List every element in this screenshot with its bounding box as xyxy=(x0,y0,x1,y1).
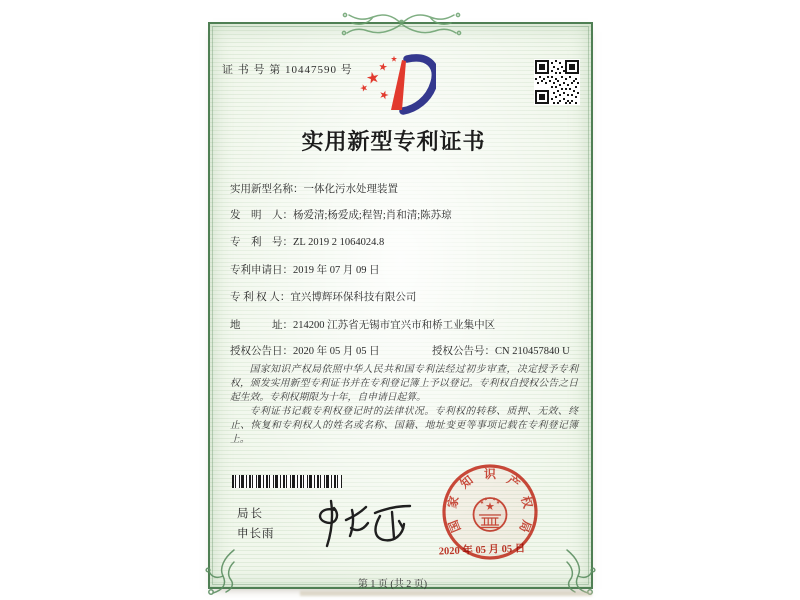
field-label: 专 利 权 人： xyxy=(230,292,291,303)
field-label: 地 址： xyxy=(230,320,293,331)
seal-char: 国 xyxy=(446,518,464,535)
cnipa-patent-logo-icon xyxy=(358,54,436,116)
seal-char: 局 xyxy=(516,518,534,535)
field-row-filing-date xyxy=(230,262,577,277)
grant-date-value: 2020 年 05 月 05 日 xyxy=(293,346,380,357)
field-value: 214200 江苏省无锡市宜兴市和桥工业集中区 xyxy=(293,320,496,331)
seal-char: 知 xyxy=(457,472,476,492)
field-label: 专 利 号： xyxy=(230,237,293,248)
field-value: 杨爱清;杨爱成;程智;肖和清;陈苏琼 xyxy=(293,210,452,221)
field-label: 专利申请日： xyxy=(230,265,293,276)
field-row-patent-number xyxy=(230,234,577,249)
seal-char: 家 xyxy=(445,494,462,510)
certificate-page xyxy=(208,22,593,589)
commissioner-title: 局长 xyxy=(237,508,264,520)
legal-paragraph-1: 国家知识产权局依照中华人民共和国专利法经过初步审查，决定授予专利权，颁发实用新型专利证书并在专利登记簿上予以登记。专利权自授权公告之日起生效。专利权期限为十年，自申请日起算。 xyxy=(230,364,578,403)
field-label: 实用新型名称： xyxy=(230,184,304,195)
commissioner-signature xyxy=(307,497,417,552)
certificate-number: 证 书 号 第 10447590 号 xyxy=(222,64,353,76)
top-flourish-ornament xyxy=(334,10,469,38)
field-value: 2019 年 07 月 09 日 xyxy=(293,265,380,276)
paper-edge-shadow xyxy=(300,591,592,596)
field-value: 一体化污水处理装置 xyxy=(303,184,398,195)
national-emblem-icon xyxy=(474,497,507,531)
seal-char: 识 xyxy=(483,467,497,481)
field-row-name xyxy=(230,181,577,196)
legal-text xyxy=(230,363,578,447)
field-value: ZL 2019 2 1064024.8 xyxy=(293,237,385,248)
certificate-title: 实用新型专利证书 xyxy=(301,129,486,154)
field-row-patentee xyxy=(230,289,577,304)
seal-date: 2020 年 05 月 05 日 xyxy=(438,543,526,558)
field-row-inventors xyxy=(230,207,577,222)
field-row-grant xyxy=(230,343,577,358)
legal-paragraph-2: 专利证书记载专利权登记时的法律状况。专利权的转移、质押、无效、终止、恢复和专利权人的姓名或名称、国籍、地址变更等事项记载在专利登记簿上。 xyxy=(230,406,578,445)
grant-no-label: 授权公告号： xyxy=(432,346,495,357)
grant-no-value: CN 210457840 U xyxy=(495,346,570,357)
barcode xyxy=(232,475,342,488)
qr-code xyxy=(534,59,580,105)
commissioner-name: 申长雨 xyxy=(237,528,275,540)
grant-date-label: 授权公告日： xyxy=(230,346,293,357)
field-row-address xyxy=(230,317,577,332)
page-number: 第 1 页 (共 2 页) xyxy=(357,579,428,590)
field-label: 发 明 人： xyxy=(230,210,293,221)
field-value: 宜兴博辉环保科技有限公司 xyxy=(290,292,417,303)
seal-char: 产 xyxy=(504,472,523,492)
seal-char: 权 xyxy=(518,494,535,510)
